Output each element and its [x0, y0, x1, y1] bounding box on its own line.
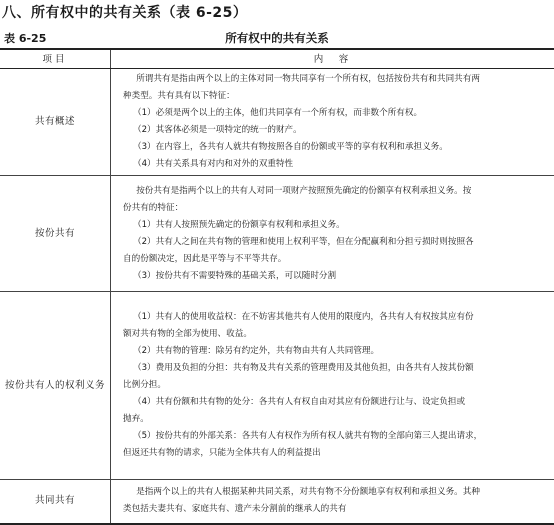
- row-item-cell: [0, 69, 111, 176]
- section-heading: 八、所有权中的共有关系（表 6-25）: [2, 2, 247, 22]
- row-item-cell: [0, 292, 111, 480]
- content-point-line: 抛弃。: [119, 411, 550, 428]
- content-intro-line: 是指两个以上的共有人根据某种共同关系，对共有物不分份额地享有权利和承担义务。其种: [119, 484, 550, 501]
- row-content-cell: [111, 176, 554, 292]
- table-header-row: [0, 49, 554, 69]
- content-intro-line: 类包括夫妻共有、家庭共有、遗产未分割前的继承人的共有: [119, 501, 550, 518]
- content-point-line: （1）共有人的使用收益权：在不妨害其他共有人使用的限度内，各共有人有权按其应有份: [119, 309, 550, 326]
- content-point-line: （4）共有份额和共有物的处分：各共有人有权自由对其应有份额进行让与、设定负担或: [119, 394, 550, 411]
- content-point-line: 额对共有物的全部为使用、收益。: [119, 326, 550, 343]
- content-point-line: （1）必须是两个以上的主体，他们共同享有一个所有权，而非数个所有权。: [119, 105, 550, 122]
- content-point-line: （2）共有物的管理：除另有约定外，共有物由共有人共同管理。: [119, 343, 550, 360]
- row-content-cell: [111, 480, 554, 524]
- content-point-line: 但返还共有物的请求，只能为全体共有人的利益提出: [119, 445, 550, 462]
- row-content-cell: [111, 69, 554, 176]
- content-point-line: （3）按份共有不需要特殊的基础关系，可以随时分割: [119, 268, 550, 285]
- content-intro-line: 种类型。共有具有以下特征：: [119, 88, 550, 105]
- content-point-line: （3）费用及负担的分担：共有物及共有关系的管理费用及其他负担，由各共有人按其份额: [119, 360, 550, 377]
- row-item-label: 按份共有人的权利义务: [5, 380, 105, 391]
- table-row: [0, 292, 554, 480]
- content-intro-line: 所谓共有是指由两个以上的主体对同一物共同享有一个所有权，包括按份共有和共同共有两: [119, 71, 550, 88]
- table-row: [0, 69, 554, 176]
- content-point-line: （4）共有关系具有对内和对外的双重特性: [119, 156, 550, 173]
- content-point-line: （2）其客体必须是一项特定的统一的财产。: [119, 122, 550, 139]
- row-item-label: 共同共有: [35, 495, 75, 506]
- table-number: 表 6-25: [4, 30, 46, 46]
- column-header-content: 内 容: [111, 49, 554, 69]
- column-header-item: 项目: [0, 49, 111, 69]
- co-ownership-table: [0, 48, 554, 525]
- row-content-cell: [111, 292, 554, 480]
- content-point-line: （3）在内容上，各共有人就共有物按照各自的份额或平等的享有权利和承担义务。: [119, 139, 550, 156]
- content-point-line: （5）按份共有的外部关系：各共有人有权作为所有权人就共有物的全部向第三人提出请求，: [119, 428, 550, 445]
- row-item-label: 共有概述: [35, 116, 75, 127]
- table-title: 所有权中的共有关系: [0, 30, 554, 46]
- row-item-cell: [0, 176, 111, 292]
- table-row: [0, 176, 554, 292]
- row-item-label: 按份共有: [35, 228, 75, 239]
- content-intro-line: 按份共有是指两个以上的共有人对同一项财产按照预先确定的份额享有权利承担义务。按: [119, 183, 550, 200]
- content-intro-line: 份共有的特征：: [119, 200, 550, 217]
- table-row: [0, 480, 554, 524]
- content-point-line: （2）共有人之间在共有物的管理和使用上权利平等，但在分配赢利和分担亏损时则按照各: [119, 234, 550, 251]
- row-item-cell: [0, 480, 111, 524]
- content-point-line: 自的份额决定，因此是平等与不平等共存。: [119, 251, 550, 268]
- content-point-line: 比例分担。: [119, 377, 550, 394]
- content-point-line: （1）共有人按照预先确定的份额享有权利和承担义务。: [119, 217, 550, 234]
